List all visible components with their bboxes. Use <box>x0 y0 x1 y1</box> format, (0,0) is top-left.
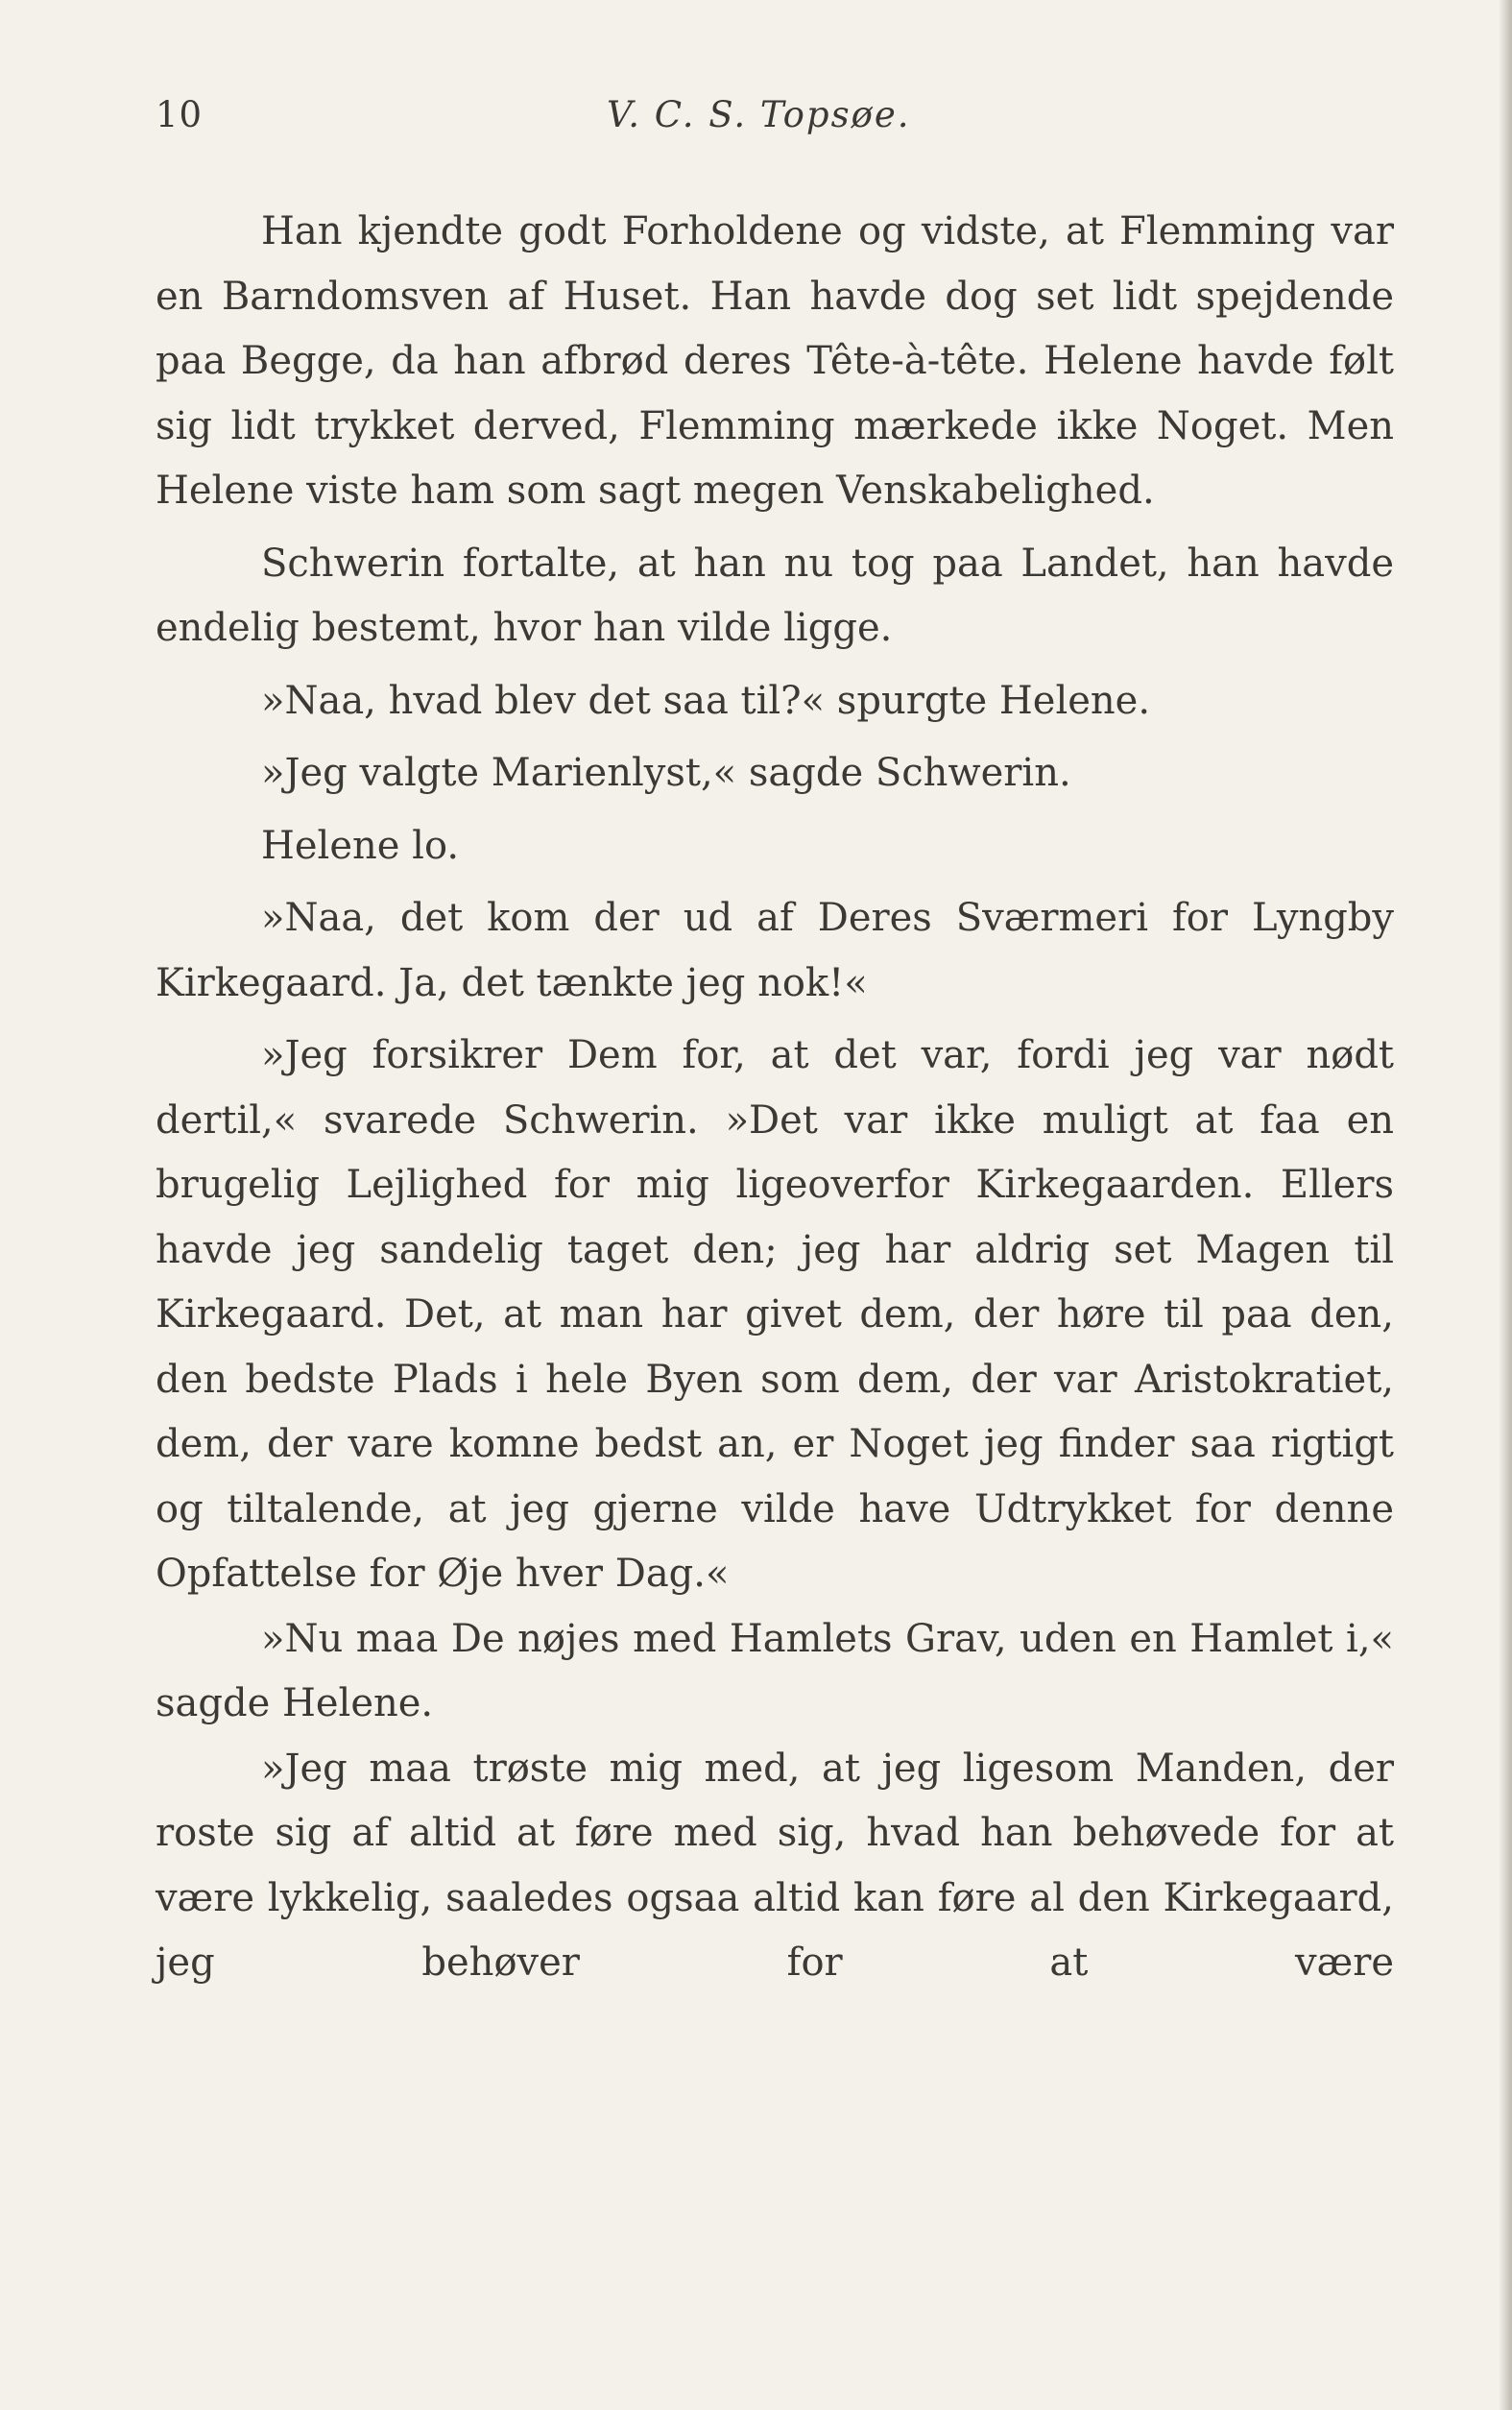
paragraph: »Jeg maa trøste mig med, at jeg ligesom Manden, der roste sig af altid at føre med sig, hvad han behøvede for at være lykkelig, saaledes ogsaa altid kan føre al den Kirkegaard, jeg behøver for at være <box>156 1746 1394 1985</box>
running-head <box>156 94 1394 142</box>
paragraph: Helene lo. <box>261 823 460 868</box>
page-number: 10 <box>156 94 204 135</box>
paragraph: »Naa, det kom der ud af Deres Sværmeri for Lyngby Kirkegaard. Ja, det tænkte jeg nok!« <box>156 896 1394 1005</box>
paragraph: Han kjendte godt Forholdene og vidste, at Flemming var en Barndomsven af Huset. Han havde dog set lidt spejdende paa Begge, da han afbrød deres Tête-à-tête. Helene havde følt sig lidt trykket derved, Flemming mærkede ikke Noget. Men Helene viste ham som sagt megen Venskabelighed. <box>156 209 1394 513</box>
paragraph: »Jeg forsikrer Dem for, at det var, fordi jeg var nødt dertil,« svarede Schwerin. »Det var ikke muligt at faa en brugelig Lejlighed for mig ligeoverfor Kirkegaarden. Ellers havde jeg sandelig taget den; jeg har aldrig set Magen til Kirkegaard. Det, at man har givet dem, der høre til paa den, den bedste Plads i hele Byen som dem, der var Aristokratiet, dem, der vare komne bedst an, er Noget jeg finder saa rigtigt og tiltalende, at jeg gjerne vilde have Udtrykket for denne Opfattelse for Øje hver Dag.« <box>156 1033 1394 1596</box>
body-text <box>156 200 1394 1996</box>
paragraph: »Jeg valgte Marienlyst,« sagde Schwerin. <box>261 751 1071 795</box>
page-edge-shadow <box>1499 0 1512 2410</box>
running-head-author: V. C. S. Topsøe. <box>607 94 911 135</box>
paragraph: Schwerin fortalte, at han nu tog paa Landet, han havde endelig bestemt, hvor han vilde ligge. <box>156 541 1394 650</box>
paragraph: »Nu maa De nøjes med Hamlets Grav, uden en Hamlet i,« sagde Helene. <box>156 1616 1394 1725</box>
paragraph: »Naa, hvad blev det saa til?« spurgte Helene. <box>261 678 1151 723</box>
